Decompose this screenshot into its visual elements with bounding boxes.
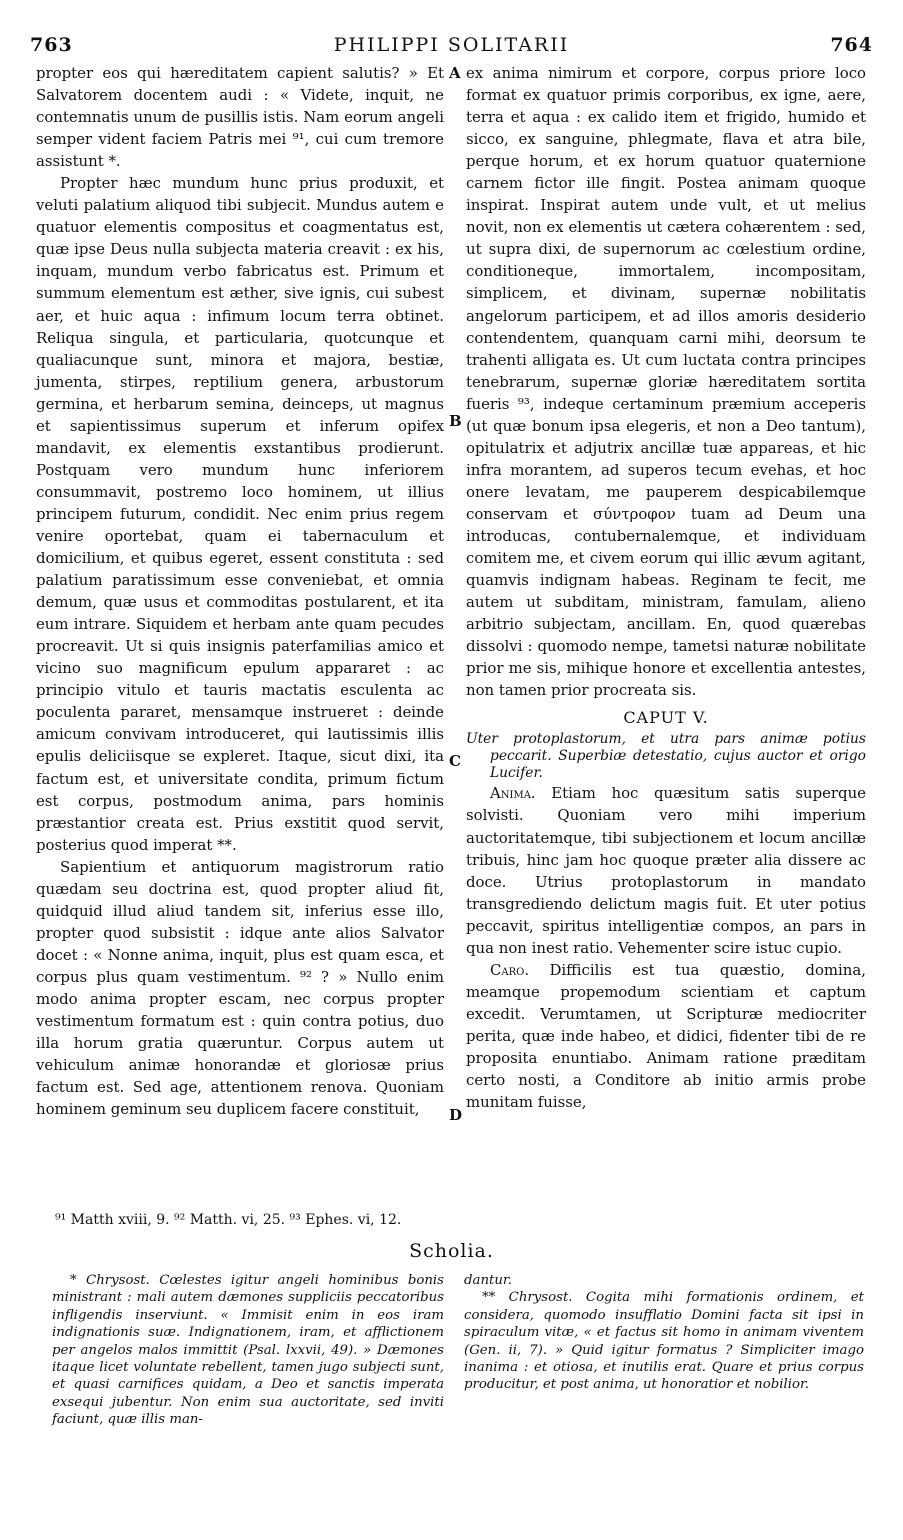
left-column bbox=[36, 62, 444, 1120]
margin-letter-c: C bbox=[449, 752, 461, 770]
paragraph: Sapientium et antiquorum magistrorum ratio quædam seu doctrina est, quod propter aliud fit, quidquid illud aliud tandem sit, inferius esse illo, propter quod subsistit : idque ante alios Salvator docet : « Nonne anima, inquit, plus est quam esca, et corpus plus quam vestimentum. ⁹² ? » Nullo enim modo anima propter escam, nec corpus propter vestimentum formatum est : quin contra potius, duo illa horum gratia quæruntur. Corpus autem ut vehiculum animæ honorandæ et gloriosæ prius factum est. Sed age, attentionem renova. Quoniam hominem geminum seu duplicem facere constituit, bbox=[36, 857, 444, 1119]
paragraph: propter eos qui hæreditatem capient salutis? » Et Salvatorem docentem audi : « Videte, inquit, ne contemnatis unum de pusillis istis. Nam eorum angeli semper vident faciem Patris mei ⁹¹, cui cum tremore assistunt *. bbox=[36, 64, 444, 171]
speaker-label: Caro. bbox=[490, 960, 530, 979]
chapter-summary: Uter protoplastorum, et utra pars animæ potius peccarit. Superbiæ detestatio, cujus auctor et origo Lucifer. bbox=[466, 731, 866, 782]
margin-letter-b: B bbox=[449, 412, 462, 430]
running-title: PHILIPPI SOLITARII bbox=[333, 34, 570, 56]
scholia-left-column bbox=[52, 1272, 444, 1429]
page-number-right: 764 bbox=[830, 34, 873, 56]
scholion-continuation: dantur. bbox=[464, 1273, 513, 1288]
footnotes: ⁹¹ Matth xviii, 9. ⁹² Matth. vi, 25. ⁹³ Ephes. vi, 12. bbox=[55, 1212, 402, 1228]
dialogue-paragraph bbox=[466, 959, 866, 1113]
page-number-left: 763 bbox=[30, 34, 73, 56]
speaker-label: Anima. bbox=[490, 784, 536, 803]
scholion: ** Chrysost. Cogita mihi formationis ordinem, et considera, quomodo insufflatio Domini facta sit ipsi in spiraculum vitæ, « et factus sit homo in animam viventem (Gen. ii, 7). » Quid igitur formatus ? Simpliciter imago inanima : et otiosa, et inutilis erat. Quare et prius corpus producitur, et post anima, ut honoratior et nobilior. bbox=[464, 1290, 864, 1393]
dialogue-text: Etiam hoc quæsitum satis superque solvisti. Quoniam vero mihi imperium auctoritatemque, tibi subjectionem et locum ancillæ tribuis, hinc jam hoc quoque præter alia dissere ac doce. Utrius protoplastorum in mandato transgrediendo delictum magis fuit. Et uter potius peccavit, spiritus intelligentiæ compos, an pars in qua non inest ratio. Vehementer scire istuc cupio. bbox=[466, 784, 866, 957]
margin-letter-d: D bbox=[449, 1106, 463, 1124]
scholia-right-column bbox=[464, 1272, 864, 1394]
dialogue-paragraph bbox=[466, 782, 866, 958]
running-header bbox=[30, 34, 873, 60]
chapter-heading: CAPUT V. bbox=[623, 708, 709, 728]
paragraph: Propter hæc mundum hunc prius produxit, et veluti palatium aliquod tibi subjecit. Mundus autem e quatuor elementis compositus et coagmentatus est, quæ ipse Deus nulla subjecta materia creavit : ex his, inquam, mundum verbo fabricatus est. Primum et summum elementum est æther, sive ignis, cui subest aer, et huic aqua : infimum locum terra obtinet. Reliqua singula, et particularia, quotcunque et qualiacunque sunt, minora et majora, bestiæ, jumenta, stirpes, reptilium genera, arbustorum germina, et herbarum semina, deinceps, ut magnus et sapientissimus superum et inferum opifex mandavit, ex elementis exstantibus prodierunt. Postquam vero mundum hunc inferiorem consummavit, postremo loco hominem, ut illius principem futurum, condidit. Nec enim prius regem venire oportebat, quam ei tabernaculum et domicilium, et quibus egeret, essent constituta : sed palatium paratissimum esse conveniebat, et omnia demum, quæ usus et commoditas postularent, et ita eum intrare. Siquidem et herbam ante quam pecudes procreavit. Ut si quis insignis paterfamilias amico et vicino suo magnificum epulum appararet : ac principio vitulo et tauris mactatis esculenta ac poculenta pararet, mensamque instrueret : deinde amicum convivam introduceret, qui lautissimis illis epulis deliciisque se expleret. Itaque, sicut dixi, ita factum est, et universitate condita, primum fictum est corpus, postmodum anima, pars hominis præstantior creata est. Prius exstitit quod servit, posterius quod imperat **. bbox=[36, 174, 444, 854]
dialogue-text: Difficilis est tua quæstio, domina, meamque propemodum scientiam et captum excedit. Verumtamen, ut Scripturæ mediocriter perita, quæ inde habeo, et didici, fidenter tibi de re proposita enuntiabo. Animam ratione præditam certo nosti, a Conditore ab initio armis probe munitam fuisse, bbox=[466, 960, 866, 1112]
scholia-title: Scholia. bbox=[409, 1240, 494, 1262]
right-column bbox=[466, 62, 866, 1113]
paragraph: ex anima nimirum et corpore, corpus priore loco format ex quatuor primis corporibus, ex igne, aere, terra et aqua : ex calido item et frigido, humido et sicco, ex sanguine, phlegmate, flava et atra bile, perque horum, et ex horum quatuor quaternione carnem fictor ille fingit. Postea animam quoque inspirat. Inspirat autem unde vult, et ut melius novit, non ex elementis ut cætera cohærentem : sed, ut supra dixi, de supernorum ac cœlestium ordine, conditioneque, immortalem, incompositam, simplicem, et divinam, supernæ nobilitatis angelorum participem, et ad illos amoris desiderio contendentem, quanquam carni mihi, deorsum te trahenti alligata es. Ut cum luctata contra principes tenebrarum, supernæ gloriæ hæreditatem sortita fueris ⁹³, indeque certaminum præmium acceperis (ut quæ bonum ipsa elegeris, et non a Deo tantum), opitulatrix et adjutrix ancillæ tuæ appareas, et hic infra morantem, ad superos tecum evehas, et hoc onere levatam, me pauperem despicabilemque conservam et σύντροφον tuam ad Deum una introducas, contubernalemque, et individuam comitem me, et civem eorum qui illic ævum agitant, quamvis indignam habeas. Reginam te fecit, me autem ut subditam, ministram, famulam, alieno arbitrio subjectam, ancillam. En, quod quærebas dissolvi : quomodo nempe, tametsi naturæ nobilitate prior me sis, mihique honore et excellentia antestes, non tamen prior procreata sis. bbox=[466, 64, 866, 700]
margin-letter-a: A bbox=[449, 64, 461, 82]
scholion: * Chrysost. Cœlestes igitur angeli hominibus bonis ministrant : mali autem dæmones suppliciis peccatoribus infligendis inserviunt. « Immisit enim in eos iram indignationis suæ. Indignationem, iram, et afflictionem per angelos malos immittit (Psal. lxxvii, 49). » Dæmones itaque licet voluntate rebellent, tamen jugo subjecti sunt, et quasi carnifices quidam, a Deo et sanctis imperata exsequi jubentur. Non enim sua auctoritate, sed inviti faciunt, quæ illis man- bbox=[52, 1273, 444, 1428]
